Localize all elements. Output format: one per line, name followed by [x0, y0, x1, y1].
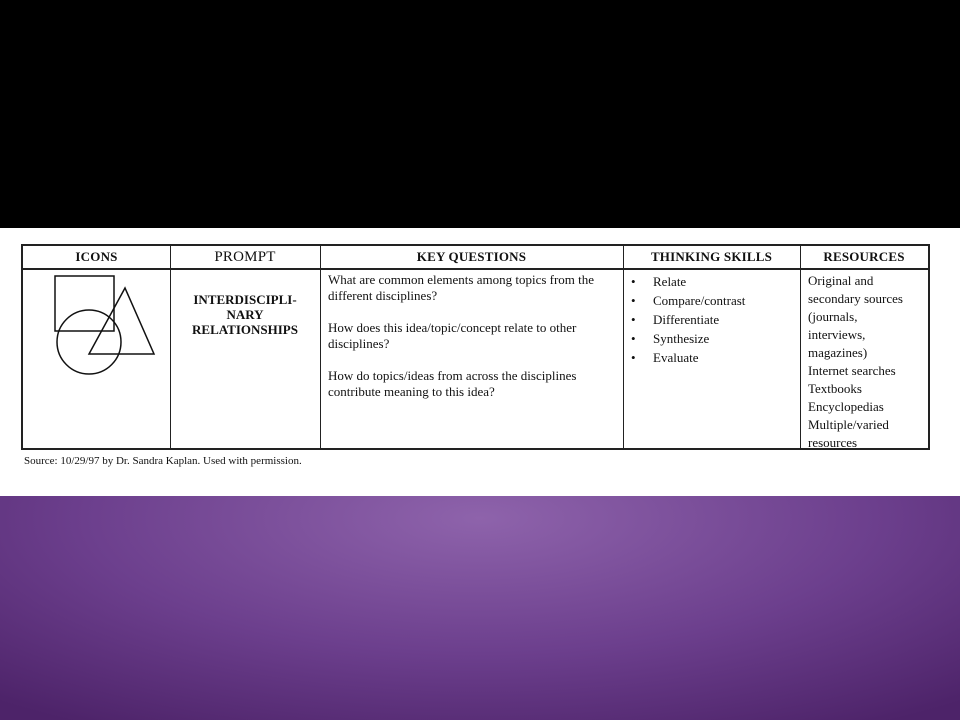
resource-line: Textbooks	[808, 381, 862, 396]
bullet-icon: •	[631, 350, 636, 365]
prompt-line: RELATIONSHIPS	[192, 322, 298, 337]
key-question: How does this idea/topic/concept relate to other disciplines?	[328, 320, 577, 351]
bullet-icon: •	[631, 312, 636, 327]
column-divider	[623, 246, 624, 448]
list-item	[627, 310, 797, 329]
resource-line: resources	[808, 435, 858, 450]
skill-label: Relate	[653, 274, 687, 289]
resource-line: Internet searches	[808, 363, 896, 378]
header-thinking-skills: THINKING SKILLS	[650, 249, 773, 264]
skill-label: Evaluate	[653, 350, 699, 365]
slide-top-band	[0, 0, 960, 228]
slide-bottom-band	[0, 496, 960, 720]
source-note: Source: 10/29/97 by Dr. Sandra Kaplan. Used with permission.	[24, 455, 302, 467]
header-prompt: PROMPT	[214, 249, 276, 265]
list-item	[627, 272, 797, 291]
resource-line: magazines)	[808, 345, 868, 360]
resources-cell	[808, 272, 928, 452]
square-circle-triangle-icon	[23, 270, 170, 390]
column-divider	[170, 246, 171, 448]
bullet-icon: •	[631, 274, 636, 289]
column-divider	[320, 246, 321, 448]
kaplan-prompt-table	[21, 244, 930, 450]
list-item	[627, 348, 797, 367]
column-divider	[800, 246, 801, 448]
skill-label: Compare/contrast	[653, 293, 746, 308]
key-question: What are common elements among topics from the different disciplines?	[328, 272, 595, 303]
header-key-questions: KEY QUESTIONS	[416, 249, 527, 264]
thinking-skills-cell	[627, 272, 797, 367]
skill-label: Synthesize	[653, 331, 710, 346]
bullet-icon: •	[631, 331, 636, 346]
header-resources: RESOURCES	[823, 249, 905, 264]
prompt-line: INTERDISCIPLI-	[193, 292, 297, 307]
thinking-skills-list	[627, 272, 797, 367]
resource-line: (journals,	[808, 309, 858, 324]
resource-line: Encyclopedias	[808, 399, 884, 414]
table-header-row	[23, 246, 928, 270]
icons-cell	[23, 270, 170, 448]
header-icons: ICONS	[75, 249, 118, 264]
prompt-cell	[170, 292, 320, 337]
skill-label: Differentiate	[653, 312, 720, 327]
resource-line: Original and	[808, 273, 874, 288]
key-question: How do topics/ideas from across the disciplines contribute meaning to this idea?	[328, 368, 577, 399]
resource-line: Multiple/varied	[808, 417, 889, 432]
key-questions-cell	[328, 272, 618, 416]
list-item	[627, 329, 797, 348]
prompt-line: NARY	[226, 307, 264, 322]
list-item	[627, 291, 797, 310]
resource-line: secondary sources	[808, 291, 903, 306]
bullet-icon: •	[631, 293, 636, 308]
resource-line: interviews,	[808, 327, 866, 342]
